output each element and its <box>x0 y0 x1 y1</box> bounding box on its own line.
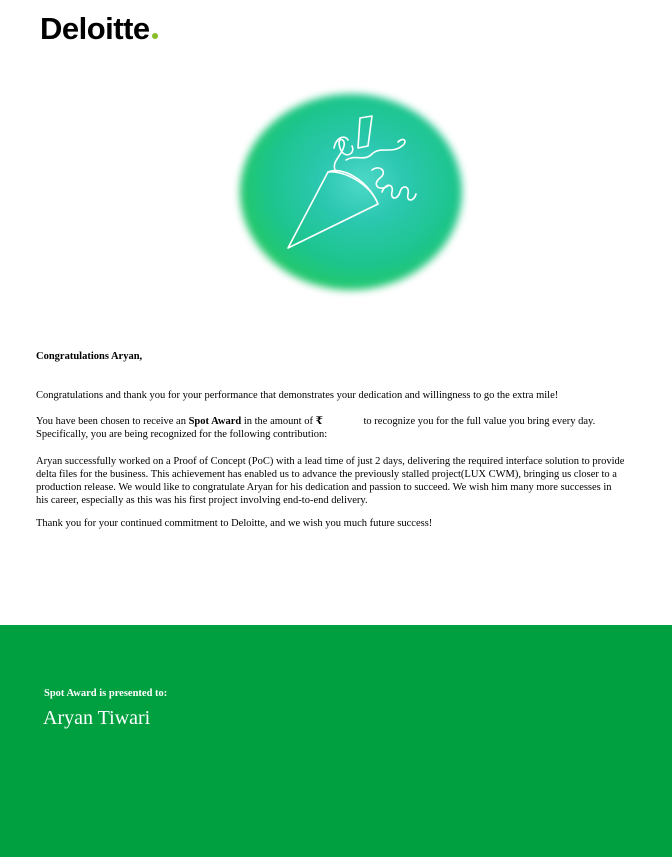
letter-paragraph-2 <box>36 415 626 441</box>
letter-paragraph-4: Thank you for your continued commitment to Deloitte, and we wish you much future success! <box>36 518 433 529</box>
para2-text-middle: in the amount of <box>241 416 316 427</box>
logo-dot <box>152 33 158 39</box>
presented-to-label: Spot Award is presented to: <box>44 688 168 699</box>
party-popper-icon <box>232 88 472 298</box>
letter-paragraph-3: Aryan successfully worked on a Proof of Concept (PoC) with a lead time of just 2 days, delivering the required interface solution to provide delta files for the business. This achievement has enabled us to advance the previously stalled project(LUX CWM), bringing us closer to a production release. We would like to congratulate Aryan for his dedication and passion to succeed. We wish him many more successes in his career, especially as this was his first project involving end-to-end delivery. <box>36 456 625 506</box>
para2-text-before: You have been chosen to receive an <box>36 416 189 427</box>
letter-paragraph-1: Congratulations and thank you for your performance that demonstrates your dedication and willingness to go the extra mile! <box>36 390 559 401</box>
para2-text-after: to recognize you for the full value you bring every day. Specifically, you are being recognized for the following contribution: <box>36 416 596 440</box>
hero-illustration <box>232 88 472 298</box>
letter-greeting: Congratulations Aryan, <box>36 351 143 362</box>
deloitte-logo <box>40 13 158 44</box>
logo-wordmark: Deloitte <box>40 11 150 46</box>
award-footer-banner <box>0 625 672 857</box>
award-name: Spot Award <box>188 416 242 427</box>
recipient-name: Aryan Tiwari <box>43 707 151 729</box>
currency-symbol: ₹ <box>315 416 323 427</box>
